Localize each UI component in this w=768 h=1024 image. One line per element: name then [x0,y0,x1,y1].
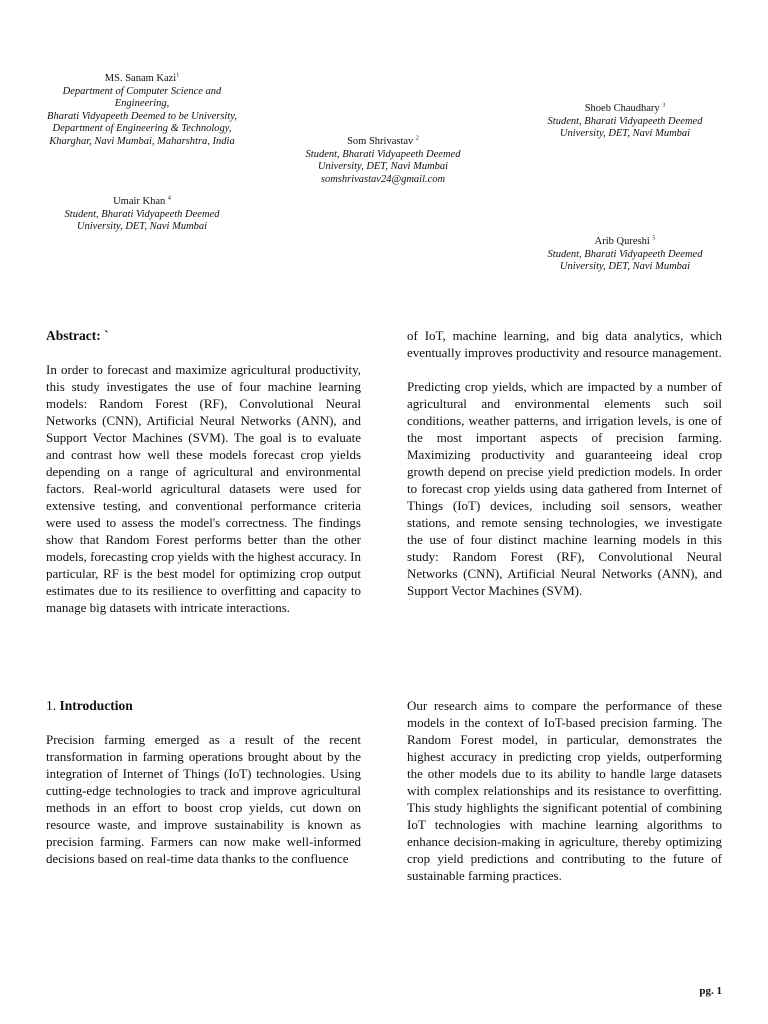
author-email: somshrivastav24@gmail.com [320,173,446,185]
abstract-body: In order to forecast and maximize agricultural productivity, this study investigates the use of four machine learning models: Random Forest (RF), Convolutional Neural Networks (CNN), Artificial Neural Networks (ANN), and Support Vector Machines (SVM). The goal is to evaluate and contrast how well these models forecast crop yields depending on a range of agricultural and environmental factors. Real-world agricultural datasets were used for extensive testing, and conventional performance criteria were used to assess the model's correctness. The findings show that Random Forest performs better than the other models, forecasting crop yields with the highest accuracy. In particular, RF is the best model for optimizing crop output estimates due to its resilience to overfitting and capacity to manage big datasets with intricate interactions. [46,362,361,615]
abstract-section [46,327,361,616]
abstract-heading [46,327,361,344]
abstract-heading-text: Abstract [46,328,97,343]
author-affiliation: Student, Bharati Vidyapeeth Deemed University, DET, Navi Mumbai [547,115,703,139]
paragraph-research-aims: Our research aims to compare the performance of these models in the context of IoT-based precision farming. The Random Forest model, in particular, demonstrates the highest accuracy in predicting crop yields, outperforming the other models due to its ability to handle large datasets with complex relationships and its resistance to overfitting. This study highlights the significant potential of combining IoT technologies with machine learning algorithms to enhance decision-making in agriculture, thereby optimizing crop yield predictions and contributing to the future of sustainable farming practices. [407,698,722,883]
author-sup: 3 [662,102,666,109]
right-column-top [407,327,722,599]
introduction-section [46,697,361,867]
author-5 [530,236,720,274]
author-name: Arib Qureshi [594,236,650,247]
abstract-heading-suffix: : ` [96,328,109,343]
introduction-number: 1. [46,698,60,713]
author-name: Shoeb Chaudhary [584,103,660,114]
author-2 [290,136,476,186]
author-1 [46,73,238,148]
author-3 [530,103,720,141]
author-sup: 1 [176,72,180,79]
page-number: pg. 1 [699,985,722,997]
author-affiliation: Bharati Vidyapeeth Deemed to be University, Department of Engineering & Technology, Kharghar, Navi Mumbai, Maharshtra, India [47,110,237,147]
author-sup: 5 [652,235,656,242]
author-sup: 4 [167,195,171,202]
author-name: Umair Khan [113,196,166,207]
author-affiliation: Department of Computer Science and Engineering, [62,85,222,109]
paragraph-continuation: of IoT, machine learning, and big data analytics, which eventually improves productivity and resource management. [407,328,722,360]
author-affiliation: Student, Bharati Vidyapeeth Deemed University, DET, Navi Mumbai [64,208,220,232]
author-sup: 2 [415,135,419,142]
author-4 [46,196,238,234]
introduction-heading-text: Introduction [59,698,133,713]
author-affiliation: Student, Bharati Vidyapeeth Deemed University, DET, Navi Mumbai [547,248,703,272]
introduction-body: Precision farming emerged as a result of the recent transformation in farming operations brought about by the integration of Internet of Things (IoT) technologies. Using cutting-edge technologies to track and improve agricultural methods in an effort to boost crop yields, cut down on resource waste, and improve sustainability is known as precision farming. Farmers can now make well-informed decisions based on real-time data thanks to the confluence [46,732,361,866]
right-column-bottom [407,697,722,884]
introduction-heading [46,697,361,714]
author-name: Som Shrivastav [347,136,414,147]
paragraph-yield-prediction: Predicting crop yields, which are impacted by a number of agricultural and environmental elements such soil conditions, weather patterns, and irrigation levels, is one of the most important aspects of precision farming. Maximizing productivity and guaranteeing ideal crop growth depend on precise yield prediction models. In order to forecast crop yields using data gathered from Internet of Things (IoT) devices, including soil sensors, weather stations, and remote sensing technologies, we investigate the use of four distinct machine learning models in this study: Random Forest (RF), Convolutional Neural Networks (CNN), Artificial Neural Networks (ANN), and Support Vector Machines (SVM). [407,379,722,598]
author-name: MS. Sanam Kazi [104,73,177,84]
author-affiliation: Student, Bharati Vidyapeeth Deemed University, DET, Navi Mumbai [305,148,461,172]
